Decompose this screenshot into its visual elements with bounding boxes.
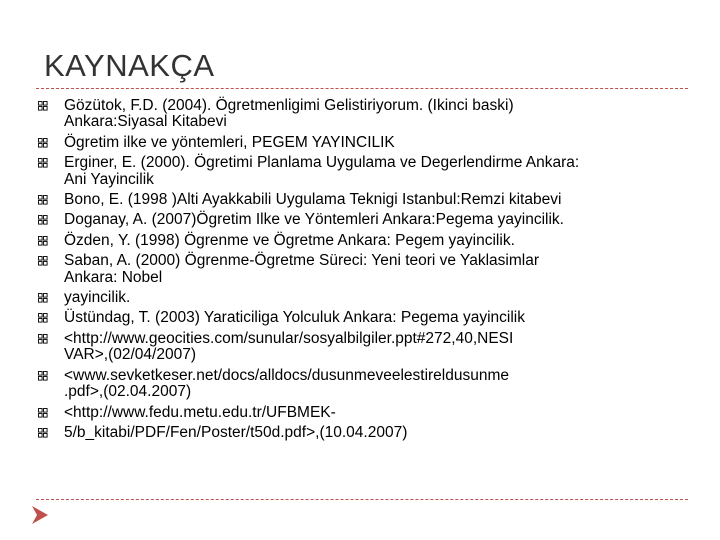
reference-item <box>38 310 698 326</box>
reference-item <box>38 368 698 401</box>
square-bullet-icon <box>38 256 48 266</box>
red-arrow-icon <box>32 506 48 524</box>
square-bullet-icon <box>38 428 48 438</box>
reference-line: Özden, Y. (1998) Ögrenme ve Ögretme Ankara: Pegem yayincilik. <box>64 231 515 249</box>
reference-line: <http://www.fedu.metu.edu.tr/UFBMEK- <box>64 403 336 421</box>
reference-line: Üstündag, T. (2003) Yaraticiliga Yolculuk Ankara: Pegema yayincilik <box>64 309 525 327</box>
reference-item <box>38 425 698 441</box>
reference-line: Gözütok, F.D. (2004). Ögretmenligimi Gelistiriyorum. (Ikinci baski) <box>64 97 514 114</box>
reference-item <box>38 192 698 208</box>
reference-line: 5/b_kitabi/PDF/Fen/Poster/t50d.pdf>,(10.04.2007) <box>64 423 408 441</box>
reference-line: .pdf>,(02.04.2007) <box>64 383 192 401</box>
reference-line: Ögretim ilke ve yöntemleri, PEGEM YAYINCILIK <box>64 133 395 151</box>
reference-line: <http://www.geocities.com/sunular/sosyalbilgiler.ppt#272,40,NESI <box>64 329 514 347</box>
reference-item <box>38 331 698 364</box>
reference-line: Erginer, E. (2000). Ögretimi Planlama Uygulama ve Degerlendirme Ankara: <box>64 154 580 172</box>
square-bullet-icon <box>38 158 48 168</box>
reference-line: Ankara:Siyasal Kitabevi <box>64 113 227 131</box>
square-bullet-icon <box>38 408 48 418</box>
title-divider <box>36 88 688 89</box>
square-bullet-icon <box>38 195 48 205</box>
reference-list <box>38 98 698 445</box>
reference-line: Bono, E. (1998 )Alti Ayakkabili Uygulama Teknigi Istanbul:Remzi kitabevi <box>64 191 562 209</box>
reference-item <box>38 290 698 306</box>
reference-item <box>38 98 698 131</box>
reference-line: Saban, A. (2000) Ögrenme-Ögretme Süreci: Yeni teori ve Yaklasimlar <box>64 252 539 270</box>
square-bullet-icon <box>38 138 48 148</box>
square-bullet-icon <box>38 215 48 225</box>
square-bullet-icon <box>38 313 48 323</box>
square-bullet-icon <box>38 371 48 381</box>
square-bullet-icon <box>38 236 48 246</box>
reference-item <box>38 405 698 421</box>
reference-line: Ani Yayincilik <box>64 170 154 188</box>
square-bullet-icon <box>38 101 48 111</box>
square-bullet-icon <box>38 293 48 303</box>
reference-item <box>38 135 698 151</box>
reference-item <box>38 253 698 286</box>
reference-line: Doganay, A. (2007)Ögretim Ilke ve Yöntemleri Ankara:Pegema yayincilik. <box>64 211 564 229</box>
reference-line: yayincilik. <box>64 289 131 307</box>
reference-item <box>38 233 698 249</box>
reference-item <box>38 212 698 228</box>
reference-line: <www.sevketkeser.net/docs/alldocs/dusunmeveelestireldusunme <box>64 366 509 384</box>
reference-item <box>38 155 698 188</box>
reference-line: VAR>,(02/04/2007) <box>64 346 196 364</box>
square-bullet-icon <box>38 334 48 344</box>
footer-divider <box>36 499 688 500</box>
page-title: KAYNAKÇA <box>44 48 215 83</box>
reference-line: Ankara: Nobel <box>64 268 163 286</box>
